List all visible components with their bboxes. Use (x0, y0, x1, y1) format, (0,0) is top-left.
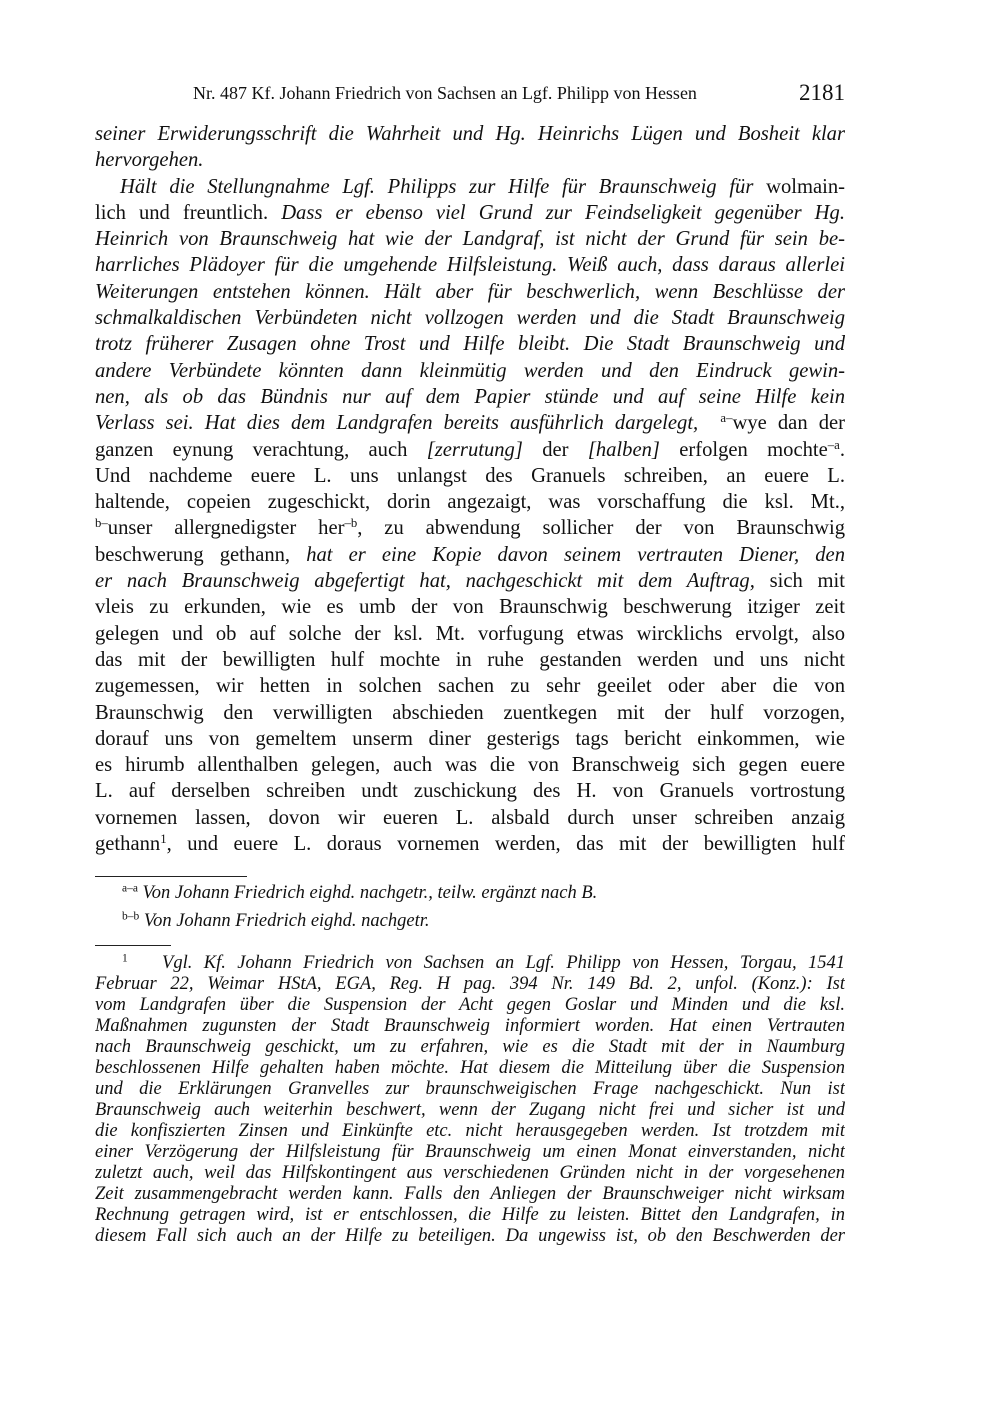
text-line: zugemessen, wir hetten in solchen sachen zu sehr geeilet oder aber die von (95, 675, 845, 698)
text-line: Braunschwig den verwilligten abschieden zuentkegen mit der hulf vorzogen, (95, 701, 845, 724)
running-header (95, 80, 845, 110)
footnote-line: vom Landgrafen über die Suspension der Acht gegen Goslar und Minden und die ksl. (95, 995, 845, 1015)
textnote-b: $^{b-b}$ Von Johann Friedrich eighd. nachgetr. (122, 910, 430, 931)
textnote-a: $^{a-a}$ Von Johann Friedrich eighd. nachgetr., teilw. ergänzt nach B. (122, 882, 598, 903)
footnote-line: diesem Fall sich auch an der Hilfe zu beteiligen. Da ungewiss ist, ob den Beschwerden der (95, 1226, 845, 1246)
textnotes (95, 879, 845, 935)
footnote-line: zuletzt auch, weil das Hilfskontingent aus verschiedenen Gründen nicht in der vorgesehenen (95, 1163, 845, 1183)
footnote-rule (95, 945, 171, 946)
text-line: Heinrich von Braunschweig hat wie der Landgraf, ist nicht der Grund für sein be- (95, 228, 845, 251)
text-line: trotz früherer Zusagen ohne Trost und Hilfe bleibt. Die Stadt Braunschweig und (95, 333, 845, 356)
footnote-line: Zeit zusammengebracht werden kann. Falls den Anliegen der Braunschweiger nicht wirksam (95, 1184, 845, 1204)
text-line: hervorgehen. (95, 149, 204, 172)
footnote-line: beschlossenen Hilfe gehalten haben möchte. Hat diesem die Mitteilung über die Suspension (95, 1058, 845, 1078)
footnote-line: die konfiszierten Zinsen und Einkünfte etc. nicht herausgegeben werden. Ist trotzdem mit (95, 1121, 845, 1141)
footnote-line: Braunschweig auch weiterhin beschwert, wenn der Zugang nicht frei und sicher ist und (95, 1100, 845, 1120)
text-line: es hirumb allenthalben gelegen, auch was die von Branschweig sich gegen euere (95, 754, 845, 777)
footnote-1 (95, 953, 845, 1247)
footnote-line: Rechnung getragen wird, ist er entschlossen, die Hilfe zu leisten. Bittet den Landgrafen, in (95, 1205, 845, 1225)
text-line: er nach Braunschweig abgefertigt hat, nachgeschickt mit dem Auftrag, sich mit (95, 570, 845, 593)
text-line: vleis zu erkunden, wie es umb der von Braunschwig beschwerung itziger zeit (95, 596, 845, 619)
text-line: dorauf uns von gemeltem unserm diner gesterigs tags bericht einkommen, wie (95, 727, 845, 750)
text-line: ganzen eynung verachtung, auch [zerrutung] der [halben] erfolgen mochte$^{-a}$. (95, 437, 845, 461)
footnote-line: Februar 22, Weimar HStA, EGA, Reg. H pag. 394 Nr. 149 Bd. 2, unfol. (Konz.): Ist (95, 974, 845, 994)
textnote-marker: –a (827, 437, 840, 452)
text-line: harrliches Plädoyer für die umgehende Hilfsleistung. Weiß auch, dass daraus allerlei (95, 254, 845, 277)
text-line: seiner Erwiderungsschrift die Wahrheit und Hg. Heinrichs Lügen und Bosheit klar (95, 123, 845, 145)
text-line: nen, als ob das Bündnis nur auf dem Papier stünde und auf seine Hilfe kein (95, 385, 845, 408)
text-line: beschwerung gethann, hat er eine Kopie davon seinem vertrauten Diener, den (95, 543, 845, 566)
text-line: $^{b-}$unser allergnedigster her$^{-b}$, zu abwendung sollicher der von Braunschwig (95, 516, 845, 540)
text-line: gethann$^1$, und euere L. doraus vornemen werden, das mit der bewilligten hulf (95, 832, 845, 856)
text-line: vornemen lassen, dovon wir eueren L. alsbald durch unser schreiben anzaig (95, 806, 845, 829)
footnote-marker: 1 (160, 832, 167, 846)
textnote-marker: a– (720, 411, 733, 426)
textnote-rule (95, 876, 247, 877)
text-line: lich und freuntlich. Dass er ebenso viel Grund zur Feindseligkeit gegenüber Hg. (95, 201, 845, 224)
footnote-number: 1 (122, 953, 128, 965)
text-line: andere Verbündete könnten dann kleinmütig werden und den Eindruck gewin- (95, 359, 845, 382)
footnote-line: nach Braunschweig geschickt, um zu erfahren, wie es die Stadt mit der in Naumburg (95, 1037, 845, 1057)
page-number: 2181 (799, 80, 845, 105)
text-line: Verlass sei. Hat dies dem Landgrafen bereits ausführlich dargelegt, $^{a-}$wye dan der (95, 411, 845, 435)
text-line: haltende, copeien zugeschickt, dorin angezaigt, was vorschaffung die ksl. Mt., (95, 491, 845, 514)
text-line: gelegen und ob auf solche der ksl. Mt. vorfugung etwas wircklichs ervolgt, also (95, 622, 845, 645)
main-text (95, 121, 845, 857)
text-line: Weiterungen entstehen können. Hält aber für beschwerlich, wenn Beschlüsse der (95, 280, 845, 303)
footnote-line: $^1$ Vgl. Kf. Johann Friedrich von Sachsen an Lgf. Philipp von Hessen, Torgau, 1541 (122, 953, 845, 973)
text-line: Und nachdeme euere L. uns unlangst des Granuels schreiben, an euere L. (95, 464, 845, 487)
text-line: Hält die Stellungnahme Lgf. Philipps zur Hilfe für Braunschweig für wolmain- (120, 175, 845, 198)
text-line: schmalkaldischen Verbündeten nicht vollzogen werden und die Stadt Braunschweig (95, 307, 845, 330)
text-line: L. auf derselben schreiben undt zuschickung des H. von Granuels vortrostung (95, 780, 845, 803)
footnote-line: Maßnahmen zugunsten der Stadt Braunschweig informiert worden. Hat einen Vertrauten (95, 1016, 845, 1036)
text-line: das mit der bewilligten hulf mochte in ruhe gestanden werden und uns nicht (95, 648, 845, 671)
running-title: Nr. 487 Kf. Johann Friedrich von Sachsen an Lgf. Philipp von Hessen (193, 83, 697, 103)
footnote-line: einer Verzögerung der Hilfsleistung für Braunschweig um einen Monat einverstanden, nicht (95, 1142, 845, 1162)
footnote-line: und die Erklärungen Granvelles zur braunschweigischen Frage nachgeschickt. Nun ist (95, 1079, 845, 1099)
textnote-marker: –b (344, 516, 358, 531)
textnote-marker: b– (95, 516, 108, 531)
